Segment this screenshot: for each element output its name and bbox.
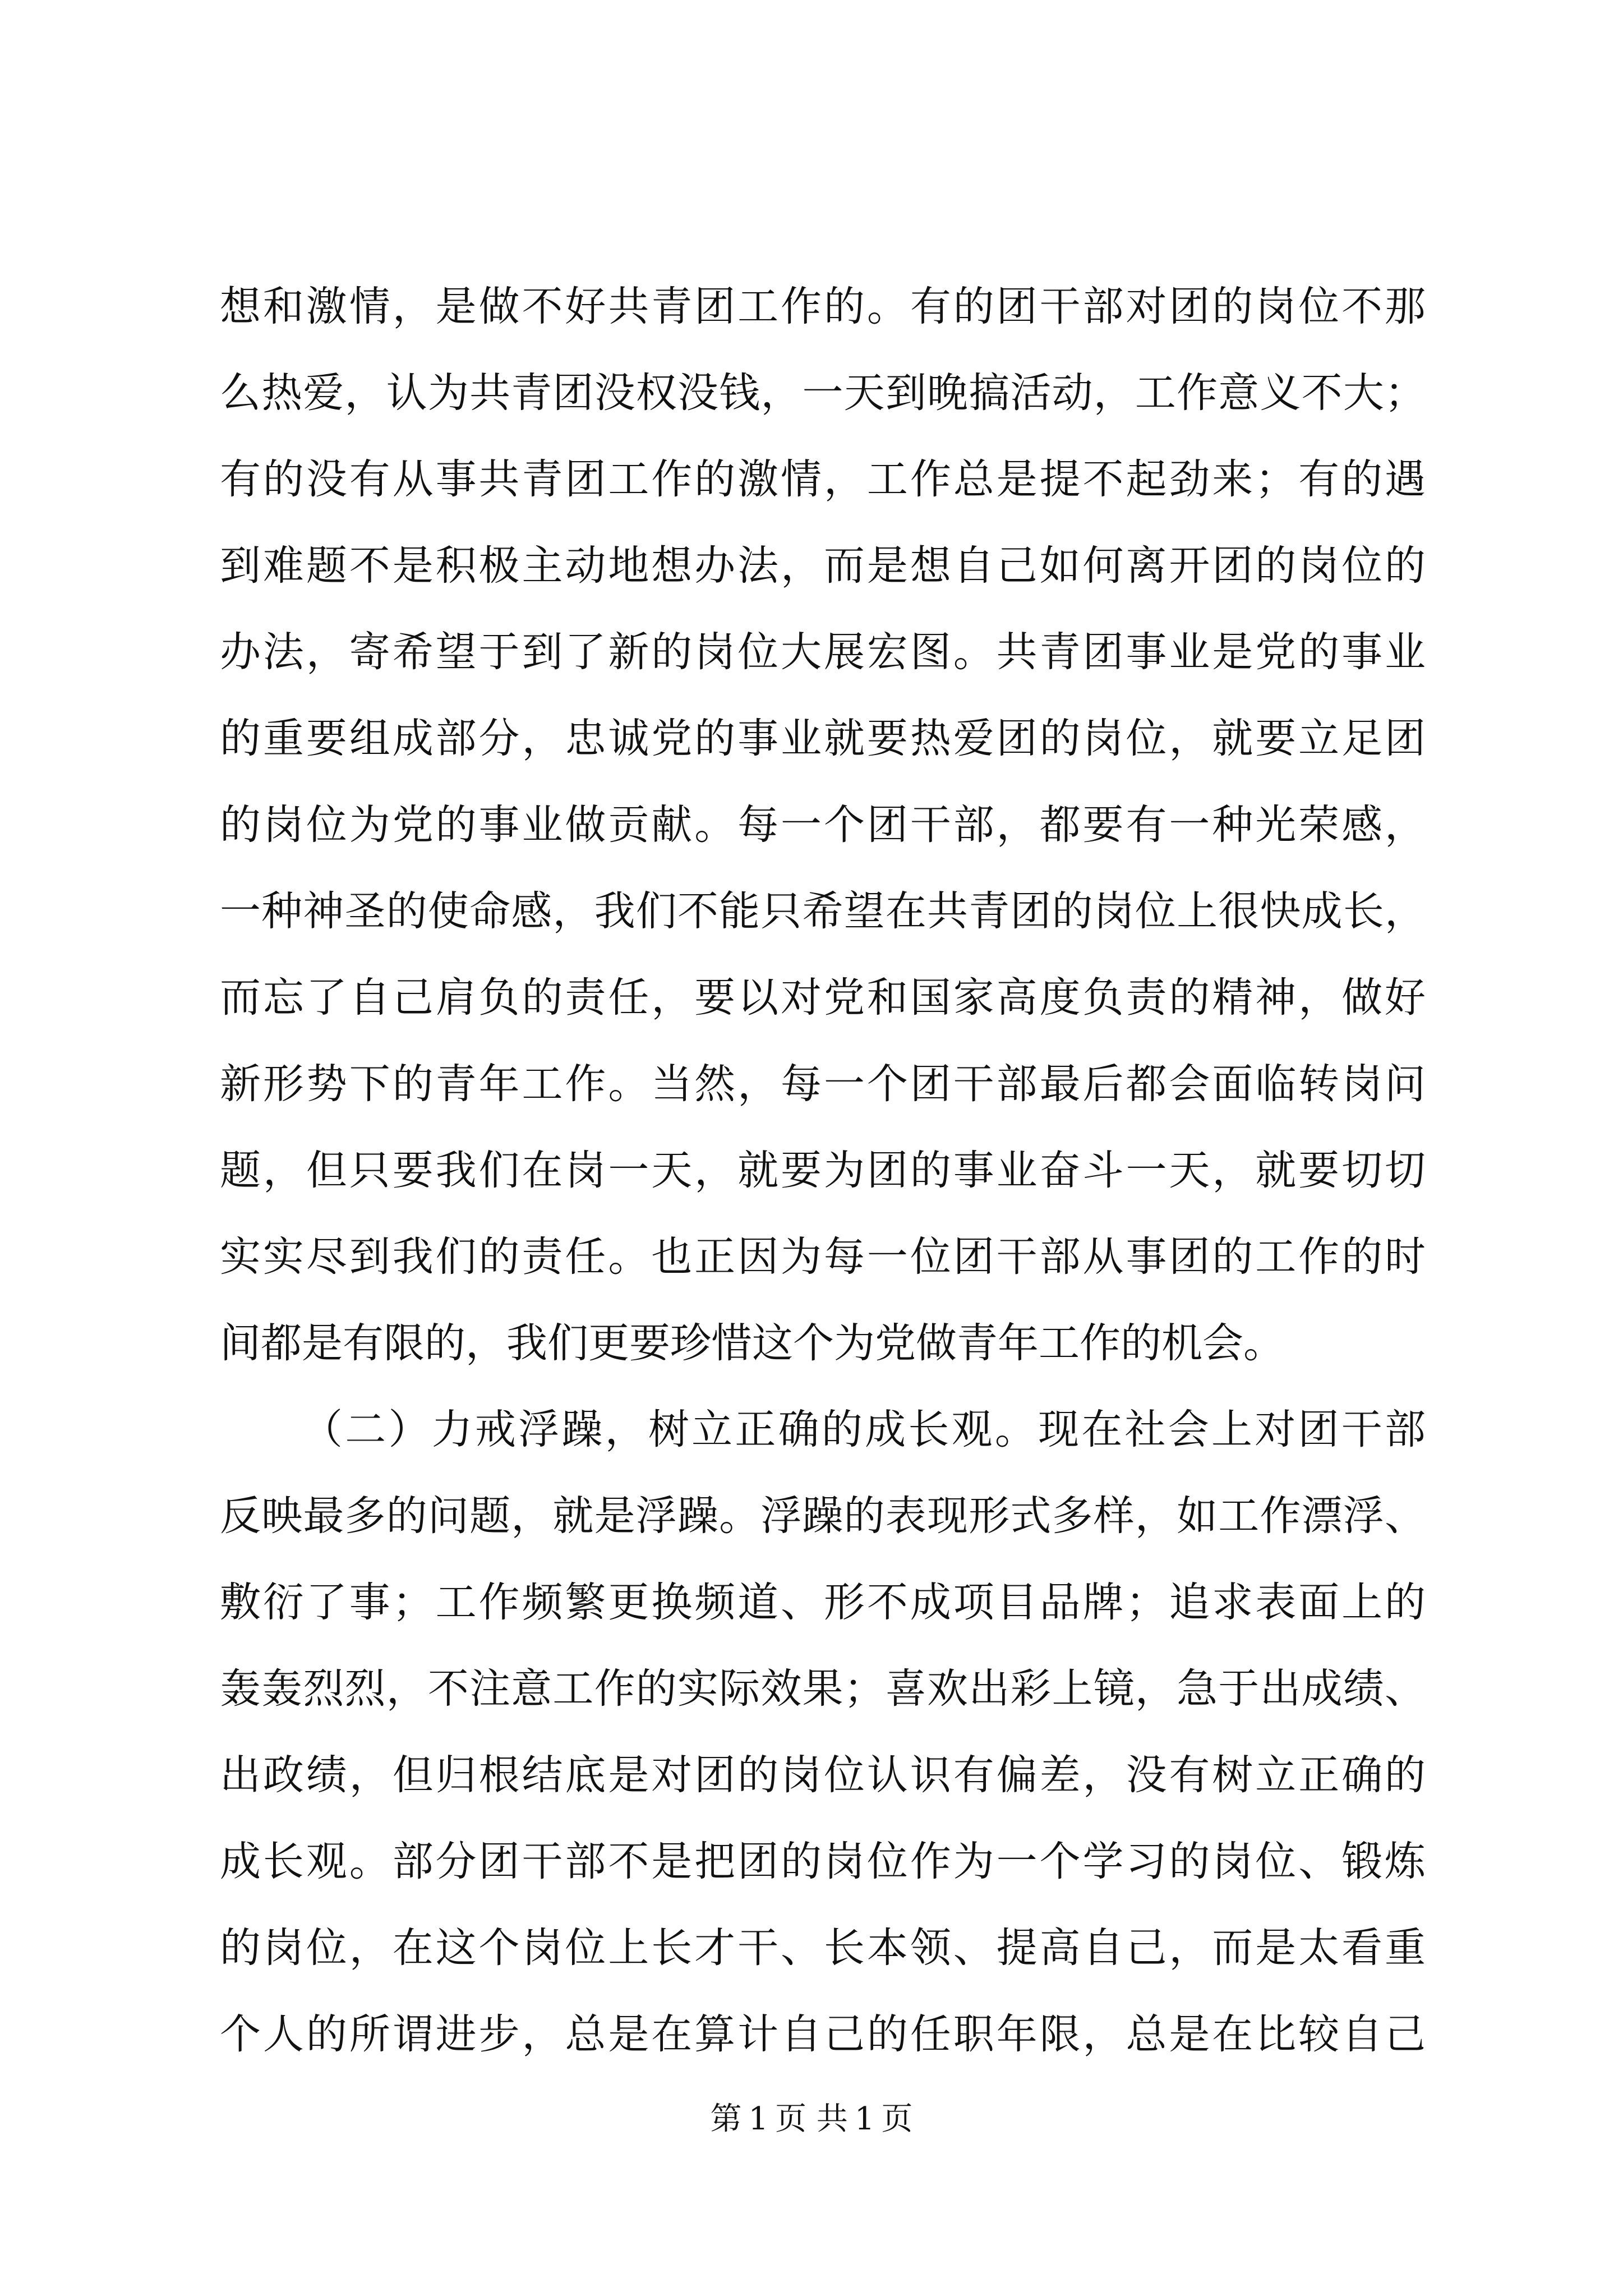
text-line: 实实尽到我们的责任。也正因为每一位团干部从事团的工作的时 — [220, 1233, 1426, 1281]
text-line: 么热爱，认为共青团没权没钱，一天到晚搞活动，工作意义不大； — [220, 369, 1426, 417]
total-pages-number: 1 — [854, 2101, 875, 2137]
text-line: （二）力戒浮躁，树立正确的成长观。现在社会上对团干部 — [302, 1406, 1426, 1453]
text-line: 办法，寄希望于到了新的岗位大展宏图。共青团事业是党的事业 — [220, 628, 1426, 676]
text-line: 个人的所谓进步，总是在算计自己的任职年限，总是在比较自己 — [220, 2010, 1426, 2058]
text-line: 敷衍了事；工作频繁更换频道、形不成项目品牌；追求表面上的 — [220, 1579, 1426, 1626]
text-line: 轰轰烈烈，不注意工作的实际效果；喜欢出彩上镜，急于出成绩、 — [220, 1665, 1426, 1713]
text-line: 想和激情，是做不好共青团工作的。有的团干部对团的岗位不那 — [220, 283, 1426, 330]
page-footer — [0, 2097, 1623, 2142]
text-line: 到难题不是积极主动地想办法，而是想自己如何离开团的岗位的 — [220, 542, 1426, 590]
text-line: 新形势下的青年工作。当然，每一个团干部最后都会面临转岗问 — [220, 1060, 1426, 1108]
text-line: 而忘了自己肩负的责任，要以对党和国家高度负责的精神，做好 — [220, 974, 1426, 1022]
text-line: 间都是有限的，我们更要珍惜这个为党做青年工作的机会。 — [220, 1319, 1284, 1367]
current-page-number: 1 — [748, 2101, 769, 2137]
text-line: 一种神圣的使命感，我们不能只希望在共青团的岗位上很快成长， — [220, 887, 1426, 935]
text-line: 反映最多的问题，就是浮躁。浮躁的表现形式多样，如工作漂浮、 — [220, 1492, 1426, 1540]
text-line: 出政绩，但归根结底是对团的岗位认识有偏差，没有树立正确的 — [220, 1751, 1426, 1799]
text-line: 有的没有从事共青团工作的激情，工作总是提不起劲来；有的遇 — [220, 455, 1426, 503]
text-line: 成长观。部分团干部不是把团的岗位作为一个学习的岗位、锻炼 — [220, 1838, 1426, 1885]
text-line: 的重要组成部分，忠诚党的事业就要热爱团的岗位，就要立足团 — [220, 715, 1426, 762]
text-line: 题，但只要我们在岗一天，就要为团的事业奋斗一天，就要切切 — [220, 1147, 1426, 1194]
page-label-suffix: 页 — [881, 2101, 913, 2137]
body-text — [220, 264, 1426, 2078]
page-label-mid: 页 共 — [775, 2101, 848, 2137]
page-label-prefix: 第 — [710, 2101, 742, 2137]
text-line: 的岗位为党的事业做贡献。每一个团干部，都要有一种光荣感， — [220, 801, 1426, 849]
text-line: 的岗位，在这个岗位上长才干、长本领、提高自己，而是太看重 — [220, 1924, 1426, 1972]
